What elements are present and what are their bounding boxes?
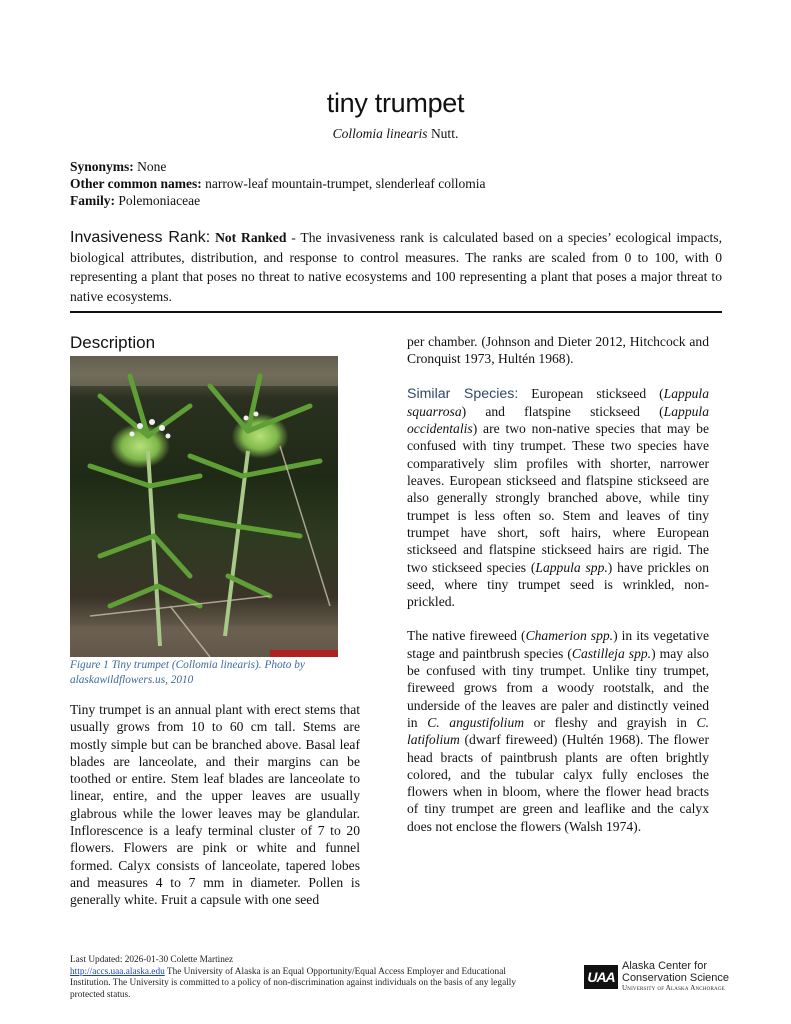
synonyms-label: Synonyms:	[70, 159, 134, 174]
species-name: C. angustifolium	[427, 714, 525, 730]
scientific-name-line	[0, 126, 791, 142]
logo-line-2: Conservation Science	[622, 971, 730, 984]
invasiveness-heading: Invasiveness Rank:	[70, 229, 211, 246]
invasiveness-text: - The invasiveness rank is calculated based on a species’ ecological impacts, biological attributes, distribution, and response to control measures. The ranks are scaled from 0 to 100, with 0 representing a plant that poses no threat to native ecosystems and 100 representing a plant that poses a major threat to native ecosystems.	[70, 230, 722, 304]
description-left-column	[70, 701, 360, 926]
authority: Nutt.	[430, 126, 459, 141]
equal-opportunity-statement: The University of Alaska is an Equal Opportunity/Equal Access Employer and Educational Institution. The University is committed to a policy of non-discrimination against individuals on the basis of any legally protected status.	[70, 966, 517, 1000]
text-run: ) and flatspine stickseed (	[461, 403, 664, 419]
accs-website-link[interactable]: http://accs.uaa.alaska.edu	[70, 966, 165, 977]
family-label: Family:	[70, 193, 115, 208]
description-paragraph-continued: per chamber. (Johnson and Dieter 2012, Hitchcock and Cronquist 1973, Hultén 1968).	[407, 334, 709, 367]
text-run: The native fireweed (	[407, 628, 526, 644]
text-run: ) have prickles on seed, where tiny trumpet seed is wrinkled, non-prickled.	[407, 559, 709, 610]
species-name: Castilleja spp.	[571, 645, 652, 661]
last-updated: Last Updated: 2026-01-30 Colette Martinez	[70, 955, 234, 965]
species-name: C. latifolium	[407, 714, 709, 748]
section-divider	[70, 311, 722, 313]
synonyms-value: None	[137, 159, 167, 174]
invasiveness-rank-value: Not Ranked	[215, 230, 287, 245]
other-names-value: narrow-leaf mountain-trumpet, slenderleaf collomia	[205, 176, 486, 191]
text-run: ) may also be confused with tiny trumpet. Unlike tiny trumpet, fireweed grows from a woody rootstalk, and the underside of the leaves are paler and distinctly veined in	[407, 645, 709, 730]
species-name: Lappula occidentalis	[407, 403, 709, 437]
logo-line-3: University of Alaska Anchorage	[622, 984, 725, 992]
text-run: ) in its vegetative stage and paintbrush species (	[407, 628, 709, 661]
plant-illustration	[70, 356, 338, 657]
description-right-column	[407, 333, 709, 852]
species-name: Chamerion spp.	[525, 628, 614, 644]
uaa-logo-mark: UAA	[584, 965, 618, 989]
text-run: European stickseed (	[518, 385, 664, 401]
family-row	[70, 192, 486, 209]
logo-line-1: Alaska Center for	[622, 960, 707, 972]
other-names-row	[70, 175, 486, 192]
description-paragraph: Tiny trumpet is an annual plant with erect stems that usually grows from 10 to 60 cm tall. Stems are mostly simple but can be branched above. Basal leaf blades are lanceolate, and their margins can be toothed or entire. Stem leaf blades are lanceolate to linear, entire, and the upper leaves are usually glabrous while the lower leaves may be glandular. Inflorescence is a leafy terminal cluster of 7 to 20 flowers. Flowers are pink or white and funnel formed. Calyx consists of lanceolate, tapered lobes and measures 4 to 7 mm in diameter. Pollen is generally white. Fruit a capsule with one seed	[70, 702, 360, 908]
plant-photo	[70, 356, 338, 657]
text-run: ) are two non-native species that may be confused with tiny trumpet. These two species have comparatively slim profiles with shorter, narrower leaves. European stickseed and flatspine stickseed are also generally strongly branched above, while tiny trumpet is less often so. Stem and leaves of tiny trumpet have short, soft hairs, where European stickseed and flatspine stickseed hairs are rigid. The two stickseed species (	[407, 421, 709, 575]
page-title: tiny trumpet	[326, 88, 465, 118]
species-name: Lappula spp.	[535, 559, 608, 575]
similar-species-paragraph	[407, 385, 709, 611]
text-run: (dwarf fireweed) (Hultén 1968). The flower head bracts of paintbrush plants are often brightly colored, and the tubular calyx fully encloses the flowers when in bloom, where the flower head bracts of tiny trumpet are green and leaflike and the calyx does not enclose the flowers (Walsh 1974).	[407, 732, 709, 834]
footer-statement-block	[70, 967, 540, 1002]
taxonomy-info	[70, 158, 486, 209]
text-run: or fleshy and grayish in	[524, 714, 697, 730]
footer	[70, 955, 540, 1001]
logo-text	[622, 961, 729, 993]
scientific-name: Collomia linearis	[332, 126, 428, 141]
synonyms-row	[70, 158, 486, 175]
other-names-label: Other common names:	[70, 176, 202, 191]
figure-caption: Figure 1 Tiny trumpet (Collomia linearis). Photo by alaskawildflowers.us, 2010	[70, 659, 305, 686]
family-value: Polemoniaceae	[118, 193, 201, 208]
accs-logo	[584, 961, 729, 993]
invasiveness-section	[70, 228, 722, 306]
fireweed-paragraph	[407, 627, 709, 835]
description-heading: Description	[70, 333, 156, 352]
similar-species-heading: Similar Species:	[407, 385, 519, 402]
species-name: Lappula squarrosa	[407, 385, 709, 419]
